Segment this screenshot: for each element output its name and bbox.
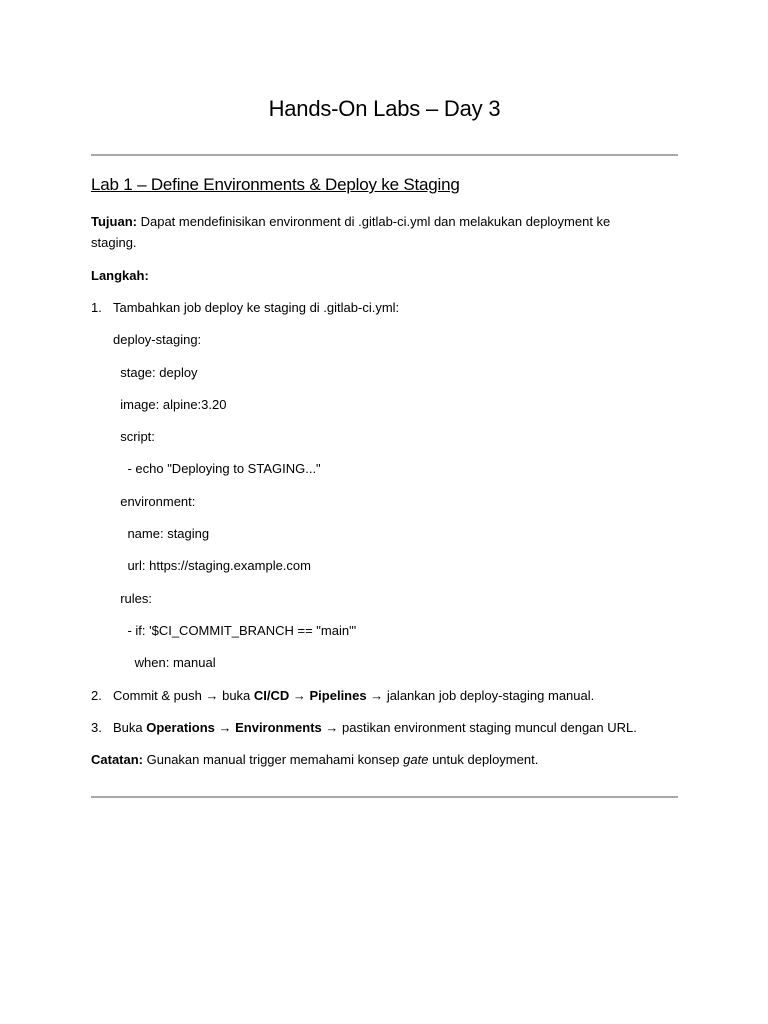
code-line: stage: deploy xyxy=(113,365,198,380)
step-1 xyxy=(91,297,399,318)
goal-paragraph xyxy=(91,211,651,253)
steps-label: Langkah: xyxy=(91,268,149,283)
code-line: when: manual xyxy=(113,655,216,670)
note-text-end: untuk deployment. xyxy=(428,752,539,767)
step-2-menu-path: CI/CD → Pipelines xyxy=(253,688,367,703)
code-line: deploy-staging: xyxy=(113,332,202,347)
step-3-text: Buka xyxy=(113,720,147,735)
note-paragraph xyxy=(91,749,538,770)
code-line: - echo "Deploying to STAGING..." xyxy=(113,461,321,476)
code-line: image: alpine:3.20 xyxy=(113,397,227,412)
divider-bottom xyxy=(91,796,678,798)
code-line: environment: xyxy=(113,494,196,509)
step-2-text-end: → jalankan job deploy-staging manual. xyxy=(366,688,595,703)
page-title: Hands-On Labs – Day 3 xyxy=(268,96,501,121)
code-line: rules: xyxy=(113,591,153,606)
step-3-number: 3. xyxy=(91,720,102,735)
step-3 xyxy=(91,717,637,738)
lab-heading: Lab 1 – Define Environments & Deploy ke Staging xyxy=(91,175,460,194)
step-1-text: Tambahkan job deploy ke staging di .gitlab-ci.yml: xyxy=(113,300,400,315)
step-3-menu-path: Operations → Environments xyxy=(146,720,322,735)
note-text: Gunakan manual trigger memahami konsep xyxy=(143,752,404,767)
divider-top xyxy=(91,154,678,156)
step-1-number: 1. xyxy=(91,300,102,315)
step-3-text-end: → pastikan environment staging muncul dengan URL. xyxy=(321,720,637,735)
note-label: Catatan: xyxy=(91,752,144,767)
code-line: - if: '$CI_COMMIT_BRANCH == "main"' xyxy=(113,623,357,638)
step-2-text: Commit & push → buka xyxy=(113,688,254,703)
code-line: name: staging xyxy=(113,526,210,541)
step-2 xyxy=(91,685,594,706)
note-emphasis: gate xyxy=(403,752,429,767)
step-2-number: 2. xyxy=(91,688,102,703)
code-line: script: xyxy=(113,429,155,444)
goal-text: Dapat mendefinisikan environment di .gitlab-ci.yml dan melakukan deployment ke staging. xyxy=(91,214,611,250)
goal-label: Tujuan: xyxy=(91,214,137,229)
code-line: url: https://staging.example.com xyxy=(113,558,311,573)
